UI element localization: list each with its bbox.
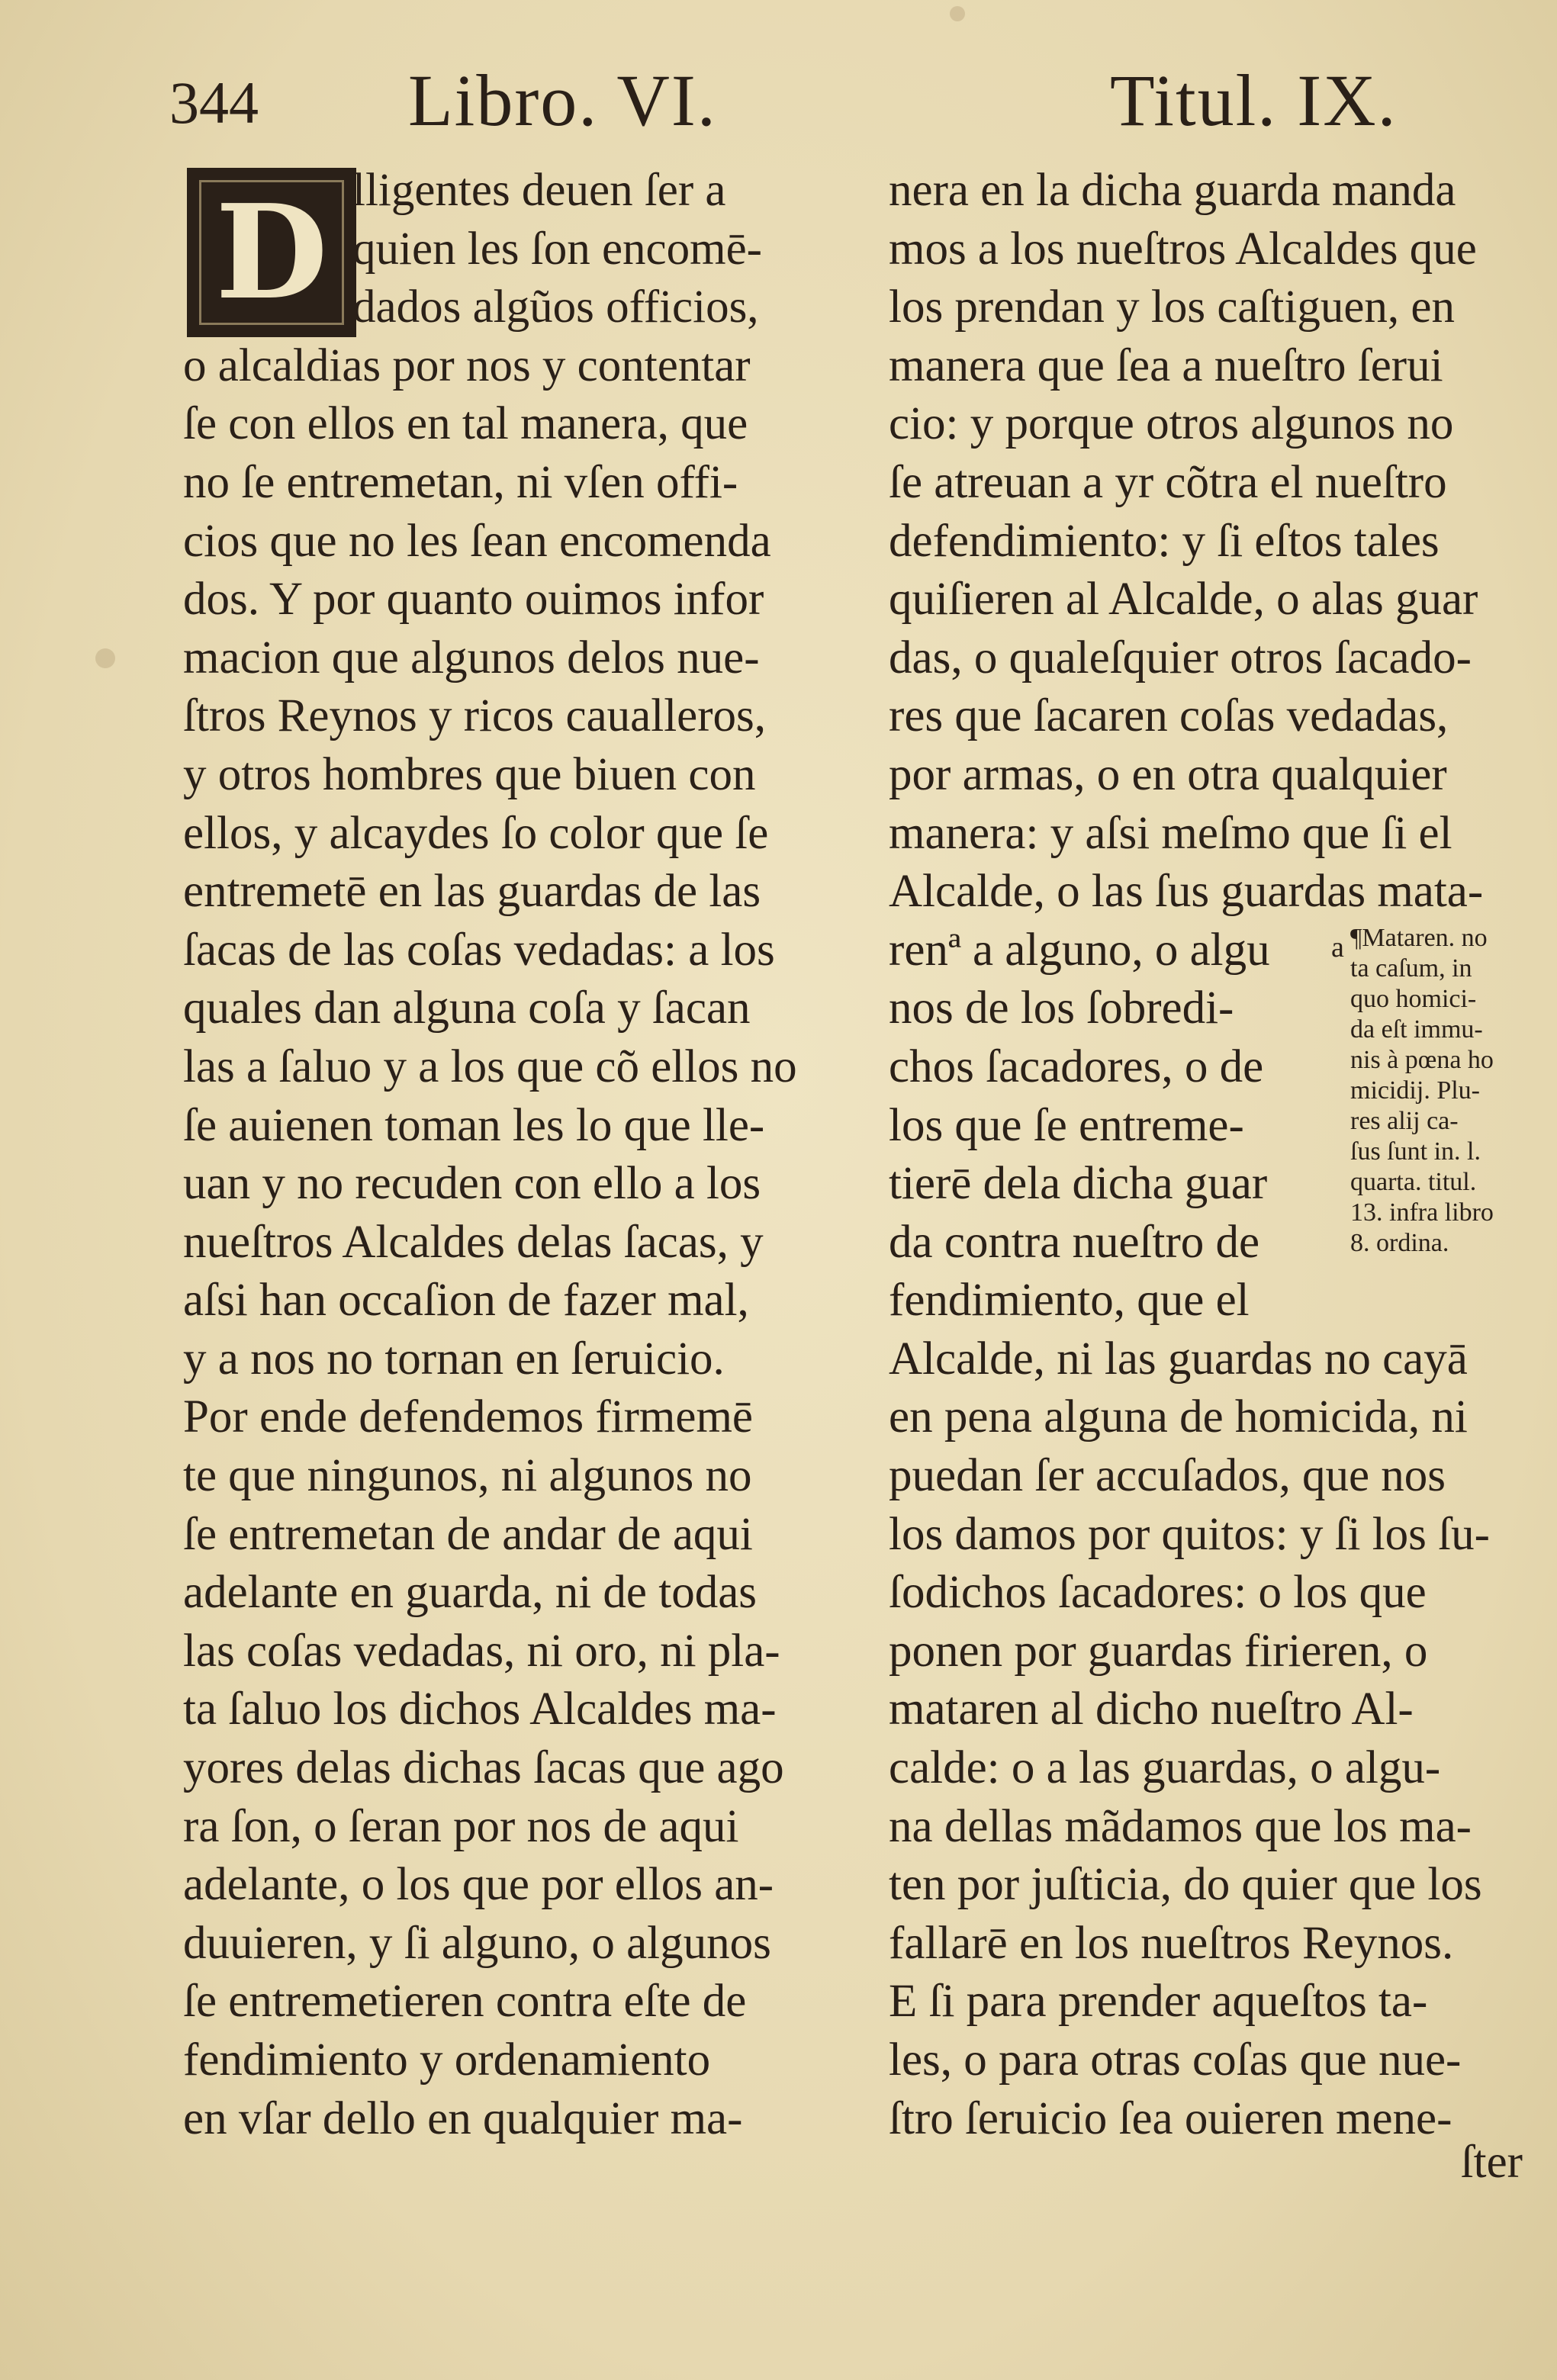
text-line: fallarē en los nueſtros Reynos. bbox=[889, 1917, 1454, 1969]
text-line: les, o para otras coſas que nue- bbox=[889, 2034, 1462, 2086]
text-line: los damos por quitos: y ſi los ſu- bbox=[889, 1508, 1490, 1560]
text-line: dados algũos officios, bbox=[352, 281, 759, 333]
text-line: ſe entremetan de andar de aqui bbox=[183, 1508, 753, 1560]
note-line: quo homici- bbox=[1350, 985, 1477, 1013]
text-line: defendimiento: y ſi eſtos tales bbox=[889, 515, 1440, 567]
drop-cap-letter: D bbox=[215, 176, 328, 329]
text-line: lligentes deuen ſer a bbox=[352, 165, 726, 216]
text-line: Por ende defendemos firmemē bbox=[183, 1391, 753, 1443]
text-line: E ſi para prender aqueſtos ta- bbox=[889, 1976, 1428, 2028]
text-line: chos ſacadores, o de bbox=[889, 1040, 1264, 1092]
text-line: quien les ſon encomē- bbox=[352, 223, 762, 275]
text-line: renª a alguno, o algu bbox=[889, 924, 1270, 976]
text-line: manera que ſea a nueſtro ſerui bbox=[889, 339, 1443, 391]
note-line: micidij. Plu- bbox=[1350, 1076, 1480, 1105]
text-line: no ſe entremetan, ni vſen offi- bbox=[183, 456, 738, 508]
text-line: adelante, o los que por ellos an- bbox=[183, 1859, 774, 1911]
text-line: los prendan y los caſtiguen, en bbox=[889, 281, 1455, 333]
text-line: te que ningunos, ni algunos no bbox=[183, 1450, 752, 1502]
text-line: mos a los nueſtros Alcaldes que bbox=[889, 223, 1477, 275]
title-heading: Titul. IX. bbox=[1110, 60, 1398, 141]
note-line: quarta. titul. bbox=[1350, 1168, 1477, 1196]
text-line: ellos, y alcaydes ſo color que ſe bbox=[183, 807, 769, 859]
text-line: ſe entremetieren contra eſte de bbox=[183, 1976, 747, 2028]
running-header bbox=[0, 53, 1557, 145]
text-line: Alcalde, o las ſus guardas mata- bbox=[889, 866, 1484, 918]
text-line: por armas, o en otra qualquier bbox=[889, 748, 1447, 800]
text-line: ſe con ellos en tal manera, que bbox=[183, 398, 748, 450]
left-column bbox=[183, 162, 839, 2148]
text-line: nos de los ſobredi- bbox=[889, 983, 1234, 1034]
text-line: macion que algunos delos nue- bbox=[183, 632, 760, 683]
text-line: mataren al dicho nueſtro Al- bbox=[889, 1684, 1414, 1735]
text-line: Alcalde, ni las guardas no cayā bbox=[889, 1333, 1468, 1385]
sidenote-marker: a bbox=[1331, 931, 1344, 963]
text-line: las coſas vedadas, ni oro, ni pla- bbox=[183, 1625, 780, 1677]
text-line: tierē dela dicha guar bbox=[889, 1158, 1268, 1210]
marginal-note bbox=[1350, 923, 1541, 1259]
text-line: quiſieren al Alcalde, o alas guar bbox=[889, 574, 1478, 626]
text-line: en pena alguna de homicida, ni bbox=[889, 1391, 1468, 1443]
text-line: fendimiento, que el bbox=[889, 1275, 1250, 1327]
text-line: en vſar dello en qualquier ma- bbox=[183, 2092, 743, 2144]
text-line: cios que no les ſean encomenda bbox=[183, 515, 771, 567]
text-line: las a ſaluo y a los que cõ ellos no bbox=[183, 1040, 797, 1092]
text-line: ten por juſticia, do quier que los bbox=[889, 1859, 1482, 1911]
text-line: ponen por guardas firieren, o bbox=[889, 1625, 1428, 1677]
text-line: dos. Y por quanto ouimos infor bbox=[183, 574, 764, 626]
text-line: ſe atreuan a yr cõtra el nueſtro bbox=[889, 456, 1447, 508]
note-line: 13. infra libro bbox=[1350, 1198, 1494, 1227]
page-number: 344 bbox=[169, 69, 259, 136]
note-line: ta caſum, in bbox=[1350, 954, 1472, 983]
text-line: los que ſe entreme- bbox=[889, 1099, 1244, 1151]
text-line: ſtros Reynos y ricos caualleros, bbox=[183, 690, 767, 742]
text-line: fendimiento y ordenamiento bbox=[183, 2034, 711, 2086]
text-line: manera: y aſsi meſmo que ſi el bbox=[889, 807, 1452, 859]
text-line: nera en la dicha guarda manda bbox=[889, 165, 1456, 216]
text-line: o alcaldias por nos y contentar bbox=[183, 339, 751, 391]
note-line: 8. ordina. bbox=[1350, 1229, 1449, 1257]
text-line: ſacas de las coſas vedadas: a los bbox=[183, 924, 775, 976]
note-line: ſus ſunt in. l. bbox=[1350, 1137, 1481, 1166]
text-line: nueſtros Alcaldes delas ſacas, y bbox=[183, 1216, 764, 1268]
text-line: duuieren, y ſi alguno, o algunos bbox=[183, 1917, 771, 1969]
note-line: res alij ca- bbox=[1350, 1107, 1459, 1135]
text-line: ſtro ſeruicio ſea ouieren mene- bbox=[889, 2092, 1452, 2144]
text-line: na dellas mãdamos que los ma- bbox=[889, 1800, 1472, 1852]
text-line: calde: o a las guardas, o algu- bbox=[889, 1742, 1441, 1794]
catchword: ſter bbox=[1460, 2137, 1523, 2188]
paper-stain bbox=[950, 6, 965, 21]
text-line: entremetē en las guardas de las bbox=[183, 866, 761, 918]
paper-stain bbox=[95, 648, 115, 668]
book-heading: Libro. VI. bbox=[408, 60, 717, 141]
text-line: ſe auienen toman les lo que lle- bbox=[183, 1099, 765, 1151]
note-line: nis à pœna ho bbox=[1350, 1046, 1494, 1074]
note-line: da eſt immu- bbox=[1350, 1015, 1483, 1044]
text-line: aſsi han occaſion de fazer mal, bbox=[183, 1275, 749, 1327]
text-line: res que ſacaren coſas vedadas, bbox=[889, 690, 1449, 742]
text-line: ta ſaluo los dichos Alcaldes ma- bbox=[183, 1684, 777, 1735]
text-line: ra ſon, o ſeran por nos de aqui bbox=[183, 1800, 739, 1852]
text-line: cio: y porque otros algunos no bbox=[889, 398, 1454, 450]
text-line: y otros hombres que biuen con bbox=[183, 748, 756, 800]
text-line: puedan ſer accuſados, que nos bbox=[889, 1450, 1446, 1502]
text-line: das, o qualeſquier otros ſacado- bbox=[889, 632, 1472, 683]
text-line: ſodichos ſacadores: o los que bbox=[889, 1567, 1427, 1619]
text-line: quales dan alguna coſa y ſacan bbox=[183, 983, 751, 1034]
text-line: adelante en guarda, ni de todas bbox=[183, 1567, 758, 1619]
text-line: da contra nueſtro de bbox=[889, 1216, 1260, 1268]
note-line: ¶Mataren. no bbox=[1350, 924, 1488, 952]
text-line: y a nos no tornan en ſeruicio. bbox=[183, 1333, 725, 1385]
text-line: yores delas dichas ſacas que ago bbox=[183, 1742, 784, 1794]
text-line: uan y no recuden con ello a los bbox=[183, 1158, 761, 1210]
